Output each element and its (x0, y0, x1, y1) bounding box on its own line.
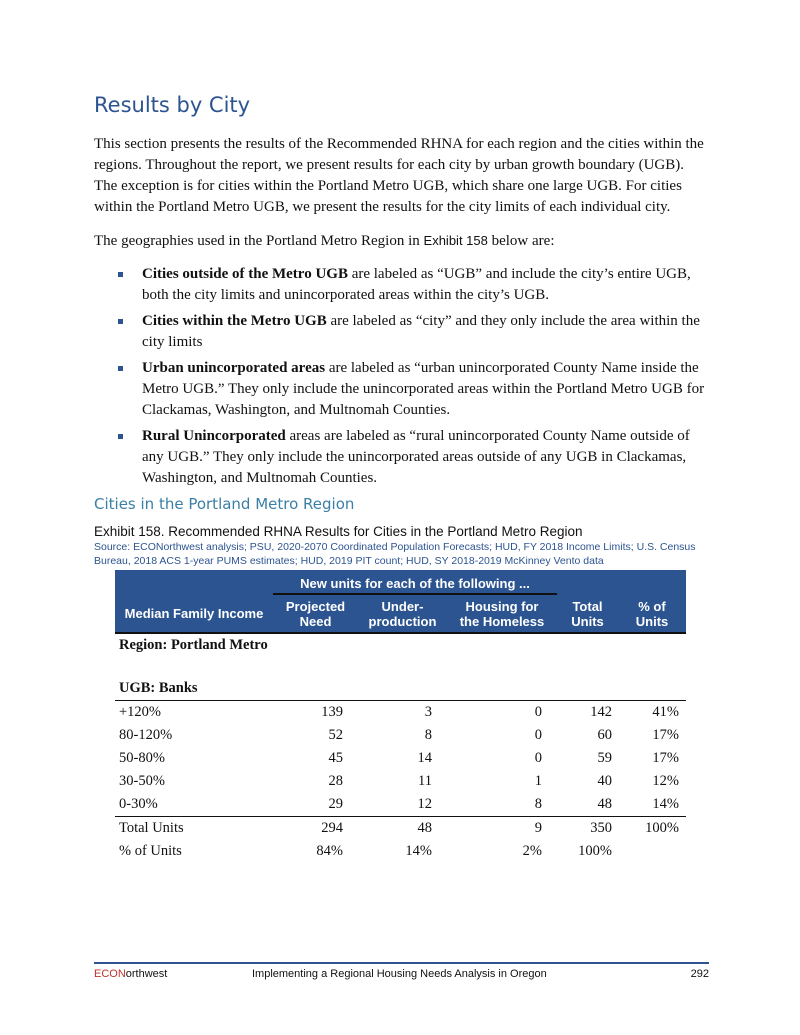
geographies-paragraph: The geographies used in the Portland Metro Region in Exhibit 158 below are: (94, 233, 555, 249)
table-row (115, 770, 686, 793)
table-header (115, 570, 686, 634)
table-row (115, 793, 686, 816)
table-cell: 100% (578, 843, 612, 859)
footer-title: Implementing a Regional Housing Needs Analysis in Oregon (252, 968, 547, 980)
header-projected-need: Projected Need (285, 599, 346, 629)
table-cell: 84% (316, 843, 343, 859)
table-cell: 48 (417, 820, 432, 836)
table-cell: 29 (328, 796, 343, 812)
row-label: 50-80% (119, 750, 165, 766)
page-footer (94, 962, 709, 980)
table-cell: 1 (534, 773, 542, 789)
table-cell: 14 (417, 750, 432, 766)
table-cell: 0 (534, 750, 542, 766)
exhibit-caption: Exhibit 158. Recommended RHNA Results for Cities in the Portland Metro Region (94, 524, 583, 539)
row-label: % of Units (119, 843, 182, 859)
ugb-row: UGB: Banks (115, 677, 686, 701)
header-total-units: Total Units (571, 599, 604, 629)
table-cell: 52 (328, 727, 343, 743)
region-row: Region: Portland Metro (119, 637, 268, 653)
row-label: 0-30% (119, 796, 158, 812)
rhna-table (115, 570, 686, 863)
table-cell: 3 (424, 704, 432, 720)
table-cell: 14% (405, 843, 432, 859)
table-body (115, 701, 686, 863)
table-cell: 17% (652, 750, 679, 766)
table-cell: 350 (590, 820, 612, 836)
table-cell: 0 (534, 727, 542, 743)
table-cell: 100% (645, 820, 679, 836)
table-row (115, 701, 686, 724)
row-label: Total Units (119, 820, 184, 836)
table-cell: 142 (590, 704, 612, 720)
table-cell: 139 (321, 704, 343, 720)
table-row (115, 724, 686, 747)
section-title: Results by City (94, 93, 251, 117)
list-item: Cities outside of the Metro UGB are labeled as “UGB” and include the city’s entire UGB, both the city limits and unincorporated areas within the city’s UGB. (94, 264, 709, 306)
brand-logo: ECONorthwest (94, 968, 168, 980)
table-cell: 8 (424, 727, 432, 743)
table-row (115, 747, 686, 770)
row-label: 30-50% (119, 773, 165, 789)
table-row (115, 816, 686, 840)
table-cell: 41% (652, 704, 679, 720)
exhibit-reference[interactable]: Exhibit 158 (423, 233, 488, 248)
table-cell: 12 (417, 796, 432, 812)
table-cell: 45 (328, 750, 343, 766)
row-label: 80-120% (119, 727, 173, 743)
table-cell: 17% (652, 727, 679, 743)
subsection-title: Cities in the Portland Metro Region (94, 495, 355, 513)
list-item: Urban unincorporated areas are labeled as “urban unincorporated County Name inside the Metro UGB.” They only include the unincorporated areas within the Portland Metro UGB for Clackamas, Washington, and Multnomah Counties. (94, 358, 709, 421)
header-income: Median Family Income (124, 606, 264, 621)
table-cell: 11 (418, 773, 432, 789)
group-divider (273, 593, 557, 595)
table-cell: 294 (321, 820, 343, 836)
header-homeless: Housing for the Homeless (459, 599, 545, 629)
intro-paragraph: This section presents the results of the Recommended RHNA for each region and the cities within the regions. Throughout the report, we present results for each city by urban growth boundary (UGB). The exception is for cities within the Portland Metro UGB, which share one large UGB. For cities within the Portland Metro UGB, we present the results for the city limits of each individual city. (94, 136, 704, 215)
table-cell: 8 (534, 796, 542, 812)
list-item: Cities within the Metro UGB are labeled as “city” and they only include the area within the city limits (94, 311, 709, 353)
page-number: 292 (690, 968, 709, 980)
table-cell: 48 (597, 796, 612, 812)
table-cell: 0 (534, 704, 542, 720)
table-cell: 14% (652, 796, 679, 812)
table-cell: 2% (522, 843, 542, 859)
table-cell: 28 (328, 773, 343, 789)
list-item: Rural Unincorporated areas are labeled as “rural unincorporated County Name outside of any UGB.” They only include the unincorporated areas outside of any UGB in Clackamas, Washington, and Multnomah Counties. (94, 426, 709, 489)
header-underproduction: Under- production (368, 599, 437, 629)
exhibit-source: Source: ECONorthwest analysis; PSU, 2020-2070 Coordinated Population Forecasts; HUD, FY 2018 Income Limits; U.S. Census Bureau, 2018 ACS 1-year PUMS estimates; HUD, 2019 PIT count; HUD, SY 2018-2019 McKinney Vento data (94, 541, 696, 567)
geography-list (94, 264, 709, 489)
group-header: New units for each of the following ... (300, 576, 530, 591)
table-cell: 12% (652, 773, 679, 789)
table-cell: 59 (597, 750, 612, 766)
table-cell: 40 (597, 773, 612, 789)
row-label: +120% (119, 704, 162, 720)
table-row (115, 840, 686, 863)
page-content (94, 92, 709, 863)
header-pct-units: % of Units (635, 599, 669, 629)
table-cell: 60 (597, 727, 612, 743)
table-cell: 9 (534, 820, 542, 836)
